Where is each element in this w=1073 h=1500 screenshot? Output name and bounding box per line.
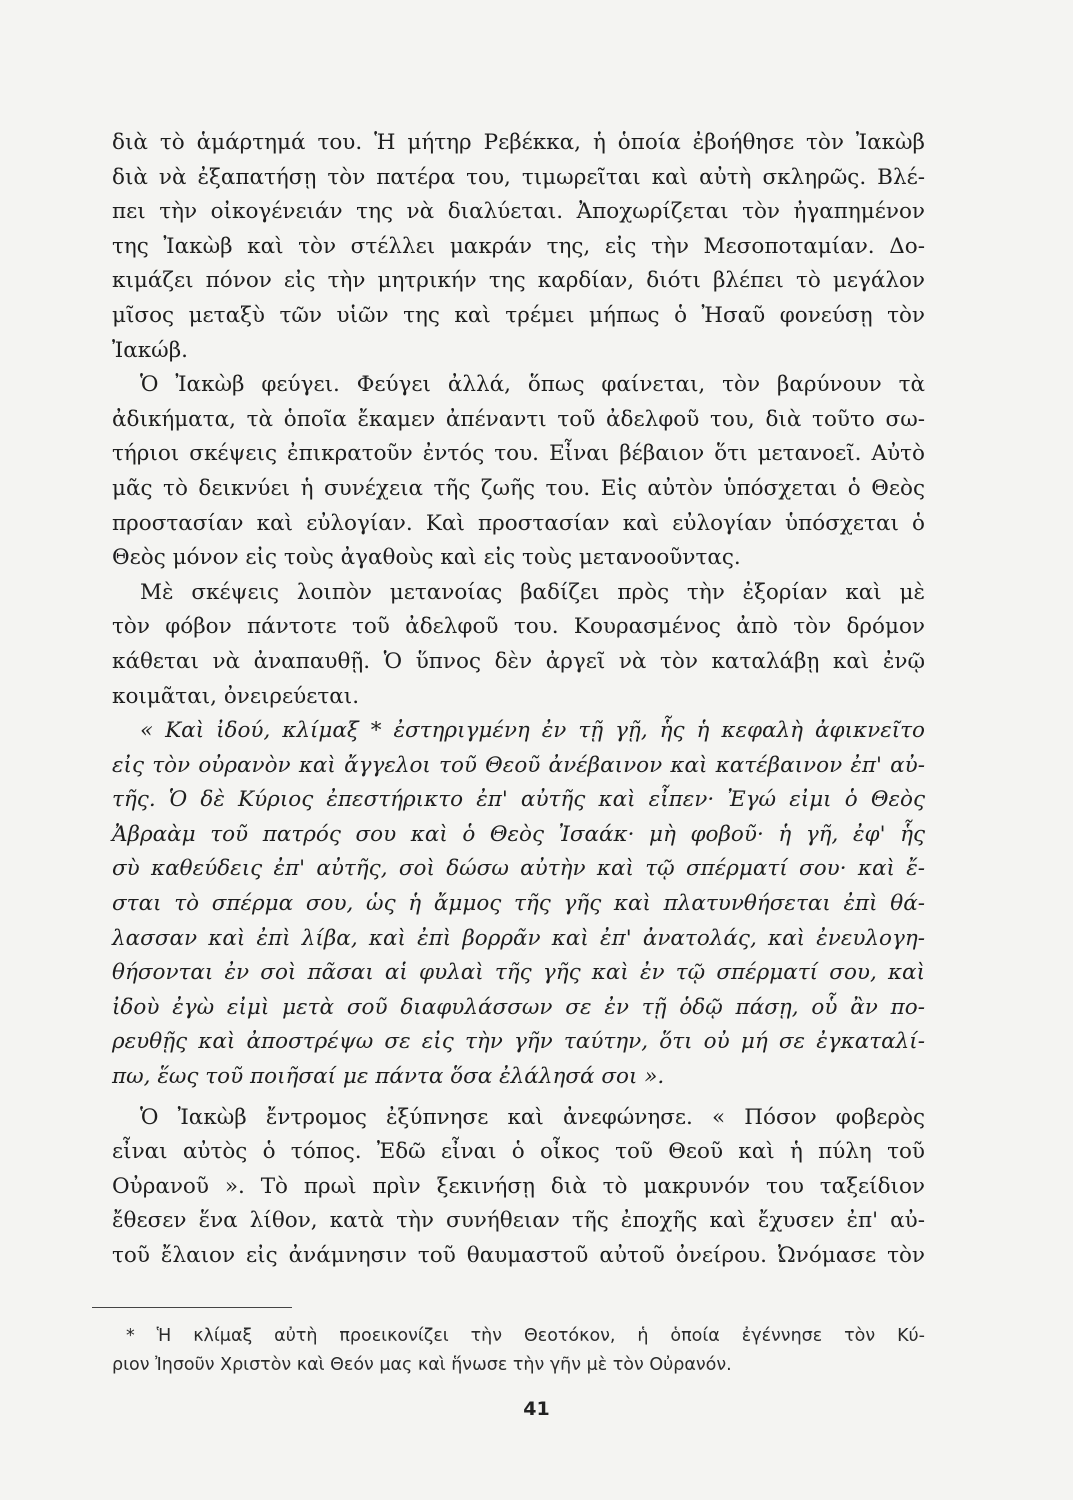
text-line: τῆς. Ὁ δὲ Κύριος ἐπεστήρικτο ἐπ' αὐτῆς καὶ εἶπεν· Ἐγώ εἰμι ὁ Θεὸς bbox=[112, 787, 925, 813]
text-line: της Ἰακὼβ καὶ τὸν στέλλει μακράν της, εἰς τὴν Μεσοποταμίαν. Δο- bbox=[112, 233, 925, 259]
text-line: σὺ καθεύδεις ἐπ' αὐτῆς, σοὶ δώσω αὐτὴν καὶ τῷ σπέρματί σου· καὶ ἔ- bbox=[112, 856, 925, 882]
footnote bbox=[112, 1322, 925, 1380]
text-line: Ἰακώβ. bbox=[112, 337, 188, 363]
text-line: Θεὸς μόνον εἰς τοὺς ἀγαθοὺς καὶ εἰς τοὺς μετανοοῦντας. bbox=[112, 545, 741, 571]
text-line: πει τὴν οἰκογένειάν της νὰ διαλύεται. Ἀποχωρίζεται τὸν ἠγαπημένον bbox=[112, 199, 925, 225]
text-line: πω, ἕως τοῦ ποιῆσαί με πάντα ὅσα ἐλάλησά σοι ». bbox=[112, 1064, 665, 1090]
text-line: Μὲ σκέψεις λοιπὸν μετανοίας βαδίζει πρὸς τὴν ἐξορίαν καὶ μὲ bbox=[140, 579, 925, 605]
text-line: Ὁ Ἰακὼβ ἔντρομος ἐξύπνησε καὶ ἀνεφώνησε. « Πόσον φοβερὸς bbox=[140, 1104, 925, 1130]
text-line: Ἀβραὰμ τοῦ πατρός σου καὶ ὁ Θεὸς Ἰσαάκ· μὴ φοβοῦ· ἡ γῆ, ἐφ' ἧς bbox=[112, 821, 925, 847]
text-line: κοιμᾶται, ὀνειρεύεται. bbox=[112, 683, 360, 709]
paragraph-3 bbox=[112, 576, 925, 714]
footnote-line: * Ἡ κλίμαξ αὐτὴ προεικονίζει τὴν Θεοτόκον, ἡ ὁποία ἐγέννησε τὸν Κύ- bbox=[126, 1326, 925, 1346]
page-body bbox=[112, 126, 925, 1274]
text-line: σται τὸ σπέρμα σου, ὡς ἡ ἄμμος τῆς γῆς καὶ πλατυνθήσεται ἐπὶ θά- bbox=[112, 891, 925, 917]
text-line: ἔθεσεν ἕνα λίθον, κατὰ τὴν συνήθειαν τῆς ἐποχῆς καὶ ἔχυσεν ἐπ' αὐ- bbox=[112, 1208, 925, 1234]
text-line: Ὁ Ἰακὼβ φεύγει. Φεύγει ἀλλά, ὅπως φαίνεται, τὸν βαρύνουν τὰ bbox=[140, 372, 925, 398]
footnote-line: ριον Ἰησοῦν Χριστὸν καὶ Θεόν μας καὶ ἥνωσε τὴν γῆν μὲ τὸν Οὐρανόν. bbox=[112, 1355, 732, 1375]
paragraph-5 bbox=[112, 1101, 925, 1274]
text-line: Οὐρανοῦ ». Τὸ πρωὶ πρὶν ξεκινήσῃ διὰ τὸ μακρυνόν του ταξείδιον bbox=[112, 1173, 925, 1199]
text-line: προστασίαν καὶ εὐλογίαν. Καὶ προστασίαν καὶ εὐλογίαν ὑπόσχεται ὁ bbox=[112, 510, 925, 536]
paragraph-1 bbox=[112, 126, 925, 368]
text-line: εἰς τὸν οὐρανὸν καὶ ἄγγελοι τοῦ Θεοῦ ἀνέβαινον καὶ κατέβαινον ἐπ' αὐ- bbox=[112, 752, 925, 778]
text-line: κιμάζει πόνον εἰς τὴν μητρικήν της καρδίαν, διότι βλέπει τὸ μεγάλον bbox=[112, 268, 925, 294]
text-line: τοῦ ἔλαιον εἰς ἀνάμνησιν τοῦ θαυμαστοῦ αὐτοῦ ὀνείρου. Ὠνόμασε τὸν bbox=[112, 1243, 925, 1268]
text-line: τήριοι σκέψεις ἐπικρατοῦν ἐντός του. Εἶναι βέβαιον ὅτι μετανοεῖ. Αὐτὸ bbox=[112, 441, 925, 467]
page-number: 41 bbox=[523, 1398, 550, 1420]
scripture-quote bbox=[112, 714, 925, 1095]
text-line: κάθεται νὰ ἀναπαυθῇ. Ὁ ὕπνος δὲν ἀργεῖ νὰ τὸν καταλάβῃ καὶ ἐνῷ bbox=[112, 648, 925, 674]
text-line: ἰδοὺ ἐγὼ εἰμὶ μετὰ σοῦ διαφυλάσσων σε ἐν τῇ ὁδῷ πάσῃ, οὗ ἂν πο- bbox=[112, 994, 925, 1020]
text-line: τὸν φόβον πάντοτε τοῦ ἀδελφοῦ του. Κουρασμένος ἀπὸ τὸν δρόμον bbox=[112, 614, 925, 640]
text-line: εἶναι αὐτὸς ὁ τόπος. Ἐδῶ εἶναι ὁ οἶκος τοῦ Θεοῦ καὶ ἡ πύλη τοῦ bbox=[112, 1139, 925, 1165]
text-line: μῖσος μεταξὺ τῶν υἱῶν της καὶ τρέμει μήπως ὁ Ἠσαῦ φονεύσῃ τὸν bbox=[112, 302, 925, 328]
paragraph-2 bbox=[112, 368, 925, 576]
text-line: ρευθῇς καὶ ἀποστρέψω σε εἰς τὴν γῆν ταύτην, ὅτι οὐ μή σε ἐγκαταλί- bbox=[112, 1029, 925, 1055]
text-line: διὰ τὸ ἁμάρτημά του. Ἡ μήτηρ Ρεβέκκα, ἡ ὁποία ἐβοήθησε τὸν Ἰακὼβ bbox=[112, 130, 925, 155]
text-line: θήσονται ἐν σοὶ πᾶσαι αἱ φυλαὶ τῆς γῆς καὶ ἐν τῷ σπέρματί σου, καὶ bbox=[112, 960, 925, 986]
text-line: μᾶς τὸ δεικνύει ἡ συνέχεια τῆς ζωῆς του. Εἰς αὐτὸν ὑπόσχεται ὁ Θεὸς bbox=[112, 475, 925, 501]
footnote-divider bbox=[92, 1307, 292, 1308]
text-line: « Καὶ ἰδού, κλίμαξ * ἐστηριγμένη ἐν τῇ γῇ, ἧς ἡ κεφαλὴ ἀφικνεῖτο bbox=[140, 718, 925, 744]
text-line: διὰ νὰ ἐξαπατήσῃ τὸν πατέρα του, τιμωρεῖται καὶ αὐτὴ σκληρῶς. Βλέ- bbox=[112, 164, 925, 190]
text-line: ἀδικήματα, τὰ ὁποῖα ἔκαμεν ἀπέναντι τοῦ ἀδελφοῦ του, διὰ τοῦτο σω- bbox=[112, 406, 925, 432]
text-line: λασσαν καὶ ἐπὶ λίβα, καὶ ἐπὶ βορρᾶν καὶ ἐπ' ἀνατολάς, καὶ ἐνευλογη- bbox=[112, 925, 925, 951]
